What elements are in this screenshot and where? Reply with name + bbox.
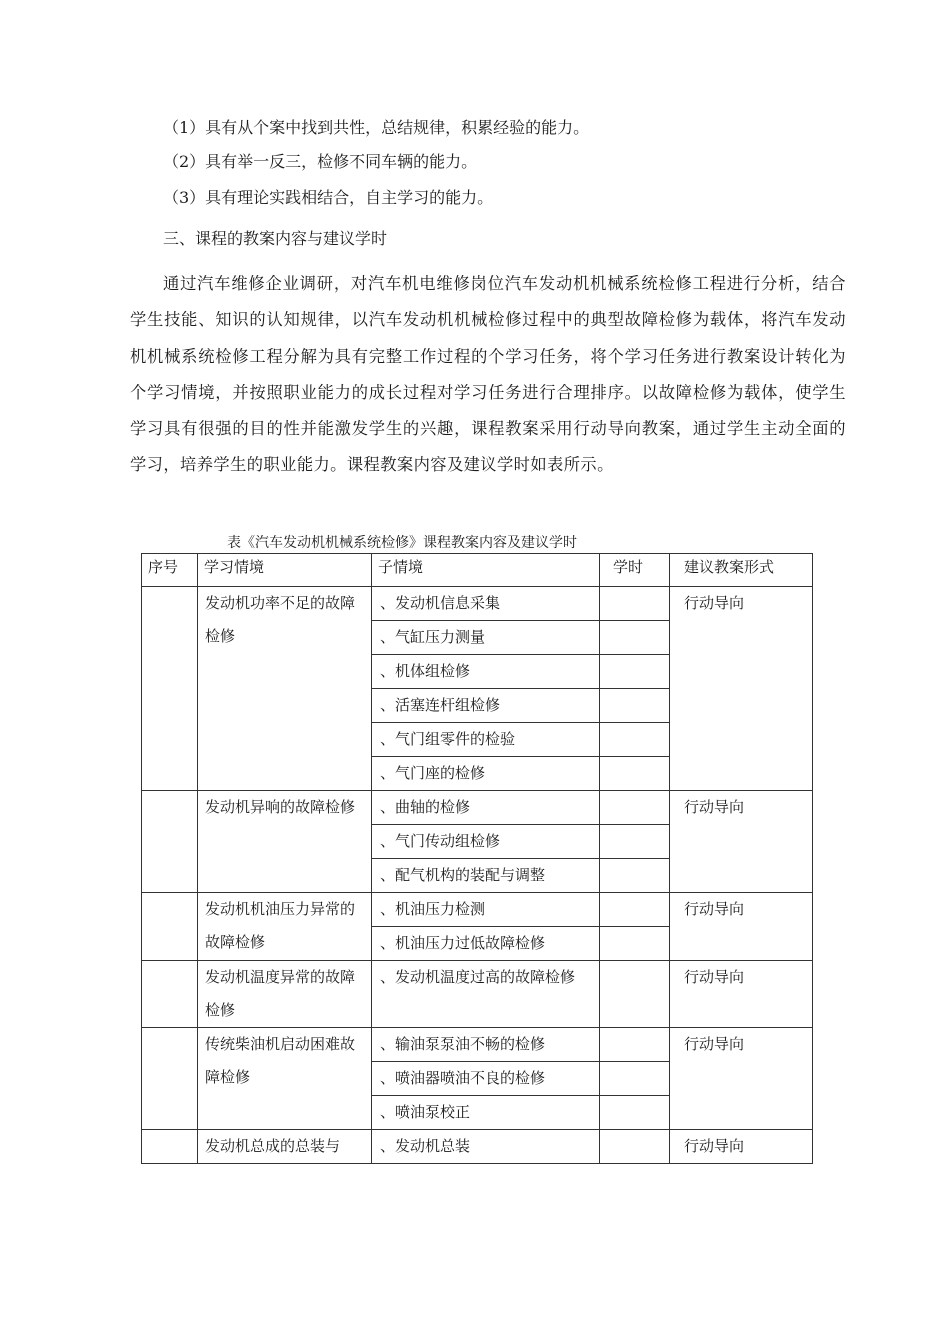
ability-item-2: （2）具有举一反三，检修不同车辆的能力。 (163, 152, 478, 171)
hours-cell (600, 1028, 670, 1062)
form-cell: 行动导向 (670, 1130, 813, 1164)
form-cell: 行动导向 (670, 587, 813, 791)
scene-cell: 发动机温度异常的故障检修 (198, 961, 372, 1028)
ability-item-1: （1）具有从个案中找到共性，总结规律，积累经验的能力。 (163, 118, 590, 137)
header-sub: 子情境 (372, 554, 600, 587)
table-row (142, 1028, 813, 1062)
sub-cell: 、配气机构的装配与调整 (372, 859, 600, 893)
header-seq: 序号 (142, 554, 198, 587)
sub-cell: 、发动机信息采集 (372, 587, 600, 621)
table-header-row (142, 554, 813, 587)
hours-cell (600, 1096, 670, 1130)
sub-cell: 、喷油泵校正 (372, 1096, 600, 1130)
hours-cell (600, 655, 670, 689)
hours-cell (600, 1062, 670, 1096)
sub-cell: 、机油压力检测 (372, 893, 600, 927)
seq-cell (142, 791, 198, 893)
header-hours: 学时 (600, 554, 670, 587)
body-paragraph: 通过汽车维修企业调研，对汽车机电维修岗位汽车发动机机械系统检修工程进行分析，结合学生技能、知识的认知规律，以汽车发动机机械检修过程中的典型故障检修为载体，将汽车发动机机械系统检修工程分解为具有完整工作过程的个学习任务，将个学习任务进行教案设计转化为个学习情境，并按照职业能力的成长过程对学习任务进行合理排序。以故障检修为载体，使学生学习具有很强的目的性并能激发学生的兴趣，课程教案采用行动导向教案，通过学生主动全面的学习，培养学生的职业能力。课程教案内容及建议学时如表所示。 (130, 274, 846, 475)
hours-cell (600, 859, 670, 893)
scene-cell: 发动机总成的总装与 (198, 1130, 372, 1164)
form-cell: 行动导向 (670, 1028, 813, 1130)
seq-cell (142, 587, 198, 791)
form-cell: 行动导向 (670, 791, 813, 893)
form-cell: 行动导向 (670, 893, 813, 961)
hours-cell (600, 893, 670, 927)
scene-cell: 传统柴油机启动困难故障检修 (198, 1028, 372, 1130)
form-cell: 行动导向 (670, 961, 813, 1028)
sub-cell: 、输油泵泵油不畅的检修 (372, 1028, 600, 1062)
table-row (142, 1130, 813, 1164)
header-form: 建议教案形式 (670, 554, 813, 587)
section-heading: 三、课程的教案内容与建议学时 (163, 229, 388, 248)
sub-cell: 、喷油器喷油不良的检修 (372, 1062, 600, 1096)
scene-cell: 发动机异响的故障检修 (198, 791, 372, 893)
sub-cell: 、机体组检修 (372, 655, 600, 689)
table-row (142, 961, 813, 1028)
sub-cell: 、发动机总装 (372, 1130, 600, 1164)
scene-cell: 发动机机油压力异常的故障检修 (198, 893, 372, 961)
sub-cell: 、曲轴的检修 (372, 791, 600, 825)
sub-cell: 、气门座的检修 (372, 757, 600, 791)
hours-cell (600, 757, 670, 791)
sub-cell: 、机油压力过低故障检修 (372, 927, 600, 961)
table-row (142, 791, 813, 825)
sub-cell: 、气缸压力测量 (372, 621, 600, 655)
hours-cell (600, 791, 670, 825)
scene-cell: 发动机功率不足的故障检修 (198, 587, 372, 791)
seq-cell (142, 1130, 198, 1164)
seq-cell (142, 893, 198, 961)
hours-cell (600, 825, 670, 859)
hours-cell (600, 1130, 670, 1164)
table-row (142, 587, 813, 621)
hours-cell (600, 961, 670, 1028)
sub-cell: 、气门传动组检修 (372, 825, 600, 859)
hours-cell (600, 723, 670, 757)
table-row (142, 893, 813, 927)
seq-cell (142, 961, 198, 1028)
sub-cell: 、气门组零件的检验 (372, 723, 600, 757)
header-scene: 学习情境 (198, 554, 372, 587)
hours-cell (600, 689, 670, 723)
course-table (141, 553, 813, 1164)
sub-cell: 、活塞连杆组检修 (372, 689, 600, 723)
hours-cell (600, 621, 670, 655)
hours-cell (600, 927, 670, 961)
seq-cell (142, 1028, 198, 1130)
table-caption: 表《汽车发动机机械系统检修》课程教案内容及建议学时 (227, 535, 577, 551)
ability-item-3: （3）具有理论实践相结合，自主学习的能力。 (163, 188, 494, 207)
hours-cell (600, 587, 670, 621)
sub-cell: 、发动机温度过高的故障检修 (372, 961, 600, 1028)
